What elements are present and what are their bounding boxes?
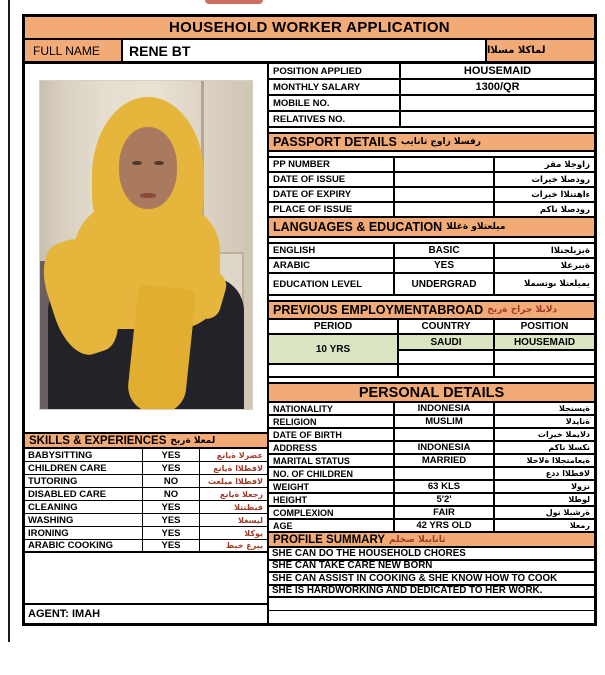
field-label: DATE OF ISSUE — [269, 173, 395, 186]
full-name-value: RENE BT — [123, 40, 487, 61]
field-label: MONTHLY SALARY — [269, 80, 401, 94]
field-value — [395, 188, 495, 201]
field-arabic: نزولا — [571, 482, 590, 491]
photo-eye-left — [132, 161, 142, 165]
skill-value: YES — [143, 501, 200, 513]
profile-line: SHE IS HARDWORKING AND DEDICATED TO HER WORK. — [269, 586, 594, 599]
form-title-bar — [25, 17, 594, 40]
address-row — [269, 442, 594, 455]
skill-value: NO — [143, 488, 200, 500]
field-label: ADDRESS — [269, 442, 395, 453]
field-value — [395, 173, 495, 186]
languages-header-arabic: ميلعتلاو ةغللا — [446, 222, 506, 232]
skills-header — [25, 434, 267, 449]
applicant-photo — [39, 80, 253, 410]
employment-country-empty — [399, 351, 495, 365]
field-value: INDONESIA — [395, 403, 495, 414]
field-value: INDONESIA — [395, 442, 495, 453]
field-value: YES — [395, 259, 495, 272]
weight-row — [269, 481, 594, 494]
field-label: DATE OF EXPIRY — [269, 188, 395, 201]
full-name-label-arabic: لماكلا مسلاا — [487, 40, 594, 61]
employment-position-empty — [495, 365, 594, 378]
skill-row-arabic-cooking — [25, 540, 267, 553]
field-label: AGE — [269, 520, 395, 531]
form-body — [25, 64, 594, 623]
field-label: COMPLEXION — [269, 507, 395, 518]
skill-label: IRONING — [25, 527, 143, 539]
languages-table — [269, 242, 594, 296]
field-arabic: رمعلا — [569, 521, 590, 530]
skill-row-babysitting — [25, 449, 267, 462]
field-label: PP NUMBER — [269, 158, 395, 171]
profile-line-empty — [269, 611, 594, 624]
employment-period: 10 YRS — [269, 335, 399, 365]
field-arabic: لوطلا — [568, 495, 590, 504]
application-form — [22, 14, 597, 626]
field-label: PLACE OF ISSUE — [269, 203, 395, 216]
photo-eye-right — [154, 161, 164, 165]
age-row — [269, 520, 594, 533]
field-arabic: ةيزيلجنلاا — [550, 245, 590, 256]
education-level-row — [269, 274, 594, 296]
field-label: HEIGHT — [269, 494, 395, 505]
photo-scarf-tail — [126, 284, 197, 410]
field-label: DATE OF BIRTH — [269, 429, 395, 440]
skills-header-label: SKILLS & EXPERIENCES — [29, 434, 167, 447]
date-of-issue-row — [269, 173, 594, 188]
employment-position-empty — [495, 351, 594, 365]
passport-header-arabic: رفسلا زاوج تانايب — [400, 137, 481, 147]
column-header-position: POSITION — [495, 320, 594, 335]
skill-value: YES — [143, 527, 200, 539]
employment-period-empty — [269, 365, 399, 378]
field-label: ARABIC — [269, 259, 395, 272]
no-of-children-row — [269, 468, 594, 481]
field-value: MUSLIM — [395, 416, 495, 427]
field-label: RELATIVES NO. — [269, 112, 401, 126]
skill-arabic: زجعلا ةيانع — [220, 489, 263, 499]
field-arabic: زاوجلا مقر — [544, 159, 590, 170]
field-value: HOUSEMAID — [463, 65, 532, 77]
date-of-expiry-row — [269, 188, 594, 203]
languages-education-header — [269, 218, 594, 238]
field-label: WEIGHT — [269, 481, 395, 492]
column-header-country: COUNTRY — [399, 320, 495, 335]
employment-position: HOUSEMAID — [495, 335, 594, 351]
relatives-no-row — [269, 112, 594, 128]
skill-arabic: عضرلا ةيانع — [216, 450, 263, 460]
skill-row-washing — [25, 514, 267, 527]
photo-mouth — [140, 193, 156, 198]
field-arabic: رودصلا خيرات — [531, 174, 590, 185]
profile-line: SHE CAN DO THE HOUSEHOLD CHORES — [269, 548, 594, 561]
field-value: UNDERGRAD — [395, 274, 495, 294]
skill-label: WASHING — [25, 514, 143, 526]
skills-header-arabic: لمعلا ةربخ — [170, 435, 216, 446]
full-name-label: FULL NAME — [25, 40, 123, 61]
field-arabic: ةنايدلا — [565, 417, 590, 426]
english-row — [269, 244, 594, 259]
place-of-issue-row — [269, 203, 594, 218]
employment-country: SAUDI — [399, 335, 495, 351]
field-arabic: دلايملا خيرات — [537, 430, 590, 439]
field-label: ENGLISH — [269, 244, 395, 257]
skill-row-tutoring — [25, 475, 267, 488]
skill-value: NO — [143, 475, 200, 487]
profile-line: SHE CAN TAKE CARE NEW BORN — [269, 561, 594, 574]
field-value: 63 KLS — [395, 481, 495, 492]
skill-row-ironing — [25, 527, 267, 540]
skill-label: CHILDREN CARE — [25, 462, 143, 474]
skill-row-cleaning — [25, 501, 267, 514]
monthly-salary-row — [269, 80, 594, 96]
field-arabic: يميلعتلا ىوتسملا — [523, 279, 590, 289]
left-column — [25, 64, 269, 623]
field-arabic: ةيسنجلا — [559, 404, 590, 413]
passport-table — [269, 156, 594, 218]
field-value — [401, 112, 594, 126]
field-value — [395, 468, 495, 479]
skill-row-children-care — [25, 462, 267, 475]
employment-header-arabic: دلابلا جراخ ةربخ — [487, 305, 558, 315]
field-value: 5'2' — [395, 494, 495, 505]
employment-header-label: PREVIOUS EMPLOYMENTABROAD — [273, 303, 484, 317]
logo-remnant — [205, 0, 263, 4]
skill-label: BABYSITTING — [25, 449, 143, 461]
field-value: MARRIED — [395, 455, 495, 466]
field-value: BASIC — [395, 244, 495, 257]
previous-employment-header — [269, 300, 594, 320]
left-empty-area — [25, 553, 267, 603]
skill-arabic: ليسغلا — [238, 515, 263, 525]
field-label: NO. OF CHILDREN — [269, 468, 395, 479]
field-arabic: ةيبرعلا — [560, 260, 590, 271]
right-column — [269, 64, 594, 623]
skill-value: YES — [143, 449, 200, 461]
agent-row — [25, 603, 267, 623]
languages-header-label: LANGUAGES & EDUCATION — [273, 220, 443, 234]
left-margin-line — [8, 0, 10, 642]
field-arabic: ةيعامتجلاا ةلاحلا — [526, 456, 590, 465]
skill-label: CLEANING — [25, 501, 143, 513]
mobile-no-row — [269, 96, 594, 112]
field-label: NATIONALITY — [269, 403, 395, 414]
field-arabic: لافطلاا ددع — [545, 469, 590, 478]
passport-header-label: PASSPORT DETAILS — [273, 135, 397, 149]
profile-line: SHE CAN ASSIST IN COOKING & SHE KNOW HOW TO COOK — [269, 573, 594, 586]
complexion-row — [269, 507, 594, 520]
field-value — [395, 429, 495, 440]
pp-number-row — [269, 158, 594, 173]
skill-value: YES — [143, 540, 200, 551]
field-arabic: ءاهتنلاا خيرات — [531, 189, 590, 200]
full-name-row — [25, 40, 594, 64]
skill-value: YES — [143, 462, 200, 474]
field-value: 1300/QR — [475, 81, 520, 93]
profile-header-label: PROFILE SUMMARY — [273, 533, 386, 546]
field-arabic: ةرشبلا نول — [545, 508, 590, 517]
skill-label: ARABIC COOKING — [25, 540, 143, 551]
nationality-row — [269, 403, 594, 416]
skill-arabic: لافطلاا ةيانع — [213, 463, 263, 473]
skill-arabic: لافطلاا ميلعت — [207, 476, 263, 486]
passport-details-header — [269, 132, 594, 152]
field-value: FAIR — [395, 507, 495, 518]
skill-arabic: يبرع خبط — [225, 541, 263, 550]
personal-details-header — [269, 382, 594, 403]
field-value — [401, 96, 594, 110]
skill-arabic: يوكلا — [244, 528, 263, 538]
date-of-birth-row — [269, 429, 594, 442]
field-label: MOBILE NO. — [269, 96, 401, 110]
skill-label: TUTORING — [25, 475, 143, 487]
field-label: MARITAL STATUS — [269, 455, 395, 466]
position-applied-row — [269, 64, 594, 80]
skill-label: DISABLED CARE — [25, 488, 143, 500]
skill-arabic: فيظنتلا — [234, 502, 263, 512]
field-value: 42 YRS OLD — [395, 520, 495, 531]
field-value — [395, 203, 495, 216]
field-arabic: رودصلا ناكم — [539, 204, 590, 215]
field-value — [395, 158, 495, 171]
field-label: RELIGION — [269, 416, 395, 427]
employment-table — [269, 320, 594, 378]
page-title: HOUSEHOLD WORKER APPLICATION — [169, 19, 450, 36]
column-header-period: PERIOD — [269, 320, 399, 335]
skill-row-disabled-care — [25, 488, 267, 501]
skills-section — [25, 432, 267, 553]
marital-status-row — [269, 455, 594, 468]
field-arabic: نكسلا ناكم — [548, 443, 590, 452]
field-label: EDUCATION LEVEL — [269, 274, 395, 294]
employment-country-empty — [399, 365, 495, 378]
personal-table — [269, 403, 594, 533]
profile-line-empty — [269, 598, 594, 611]
arabic-row — [269, 259, 594, 274]
personal-header-label: PERSONAL DETAILS — [358, 384, 505, 401]
profile-summary-header — [269, 533, 594, 548]
height-row — [269, 494, 594, 507]
profile-header-arabic: تانايبلا صخلم — [389, 534, 446, 545]
religion-row — [269, 416, 594, 429]
skill-value: YES — [143, 514, 200, 526]
field-label: POSITION APPLIED — [269, 64, 401, 78]
agent-label: AGENT: IMAH — [28, 608, 101, 620]
